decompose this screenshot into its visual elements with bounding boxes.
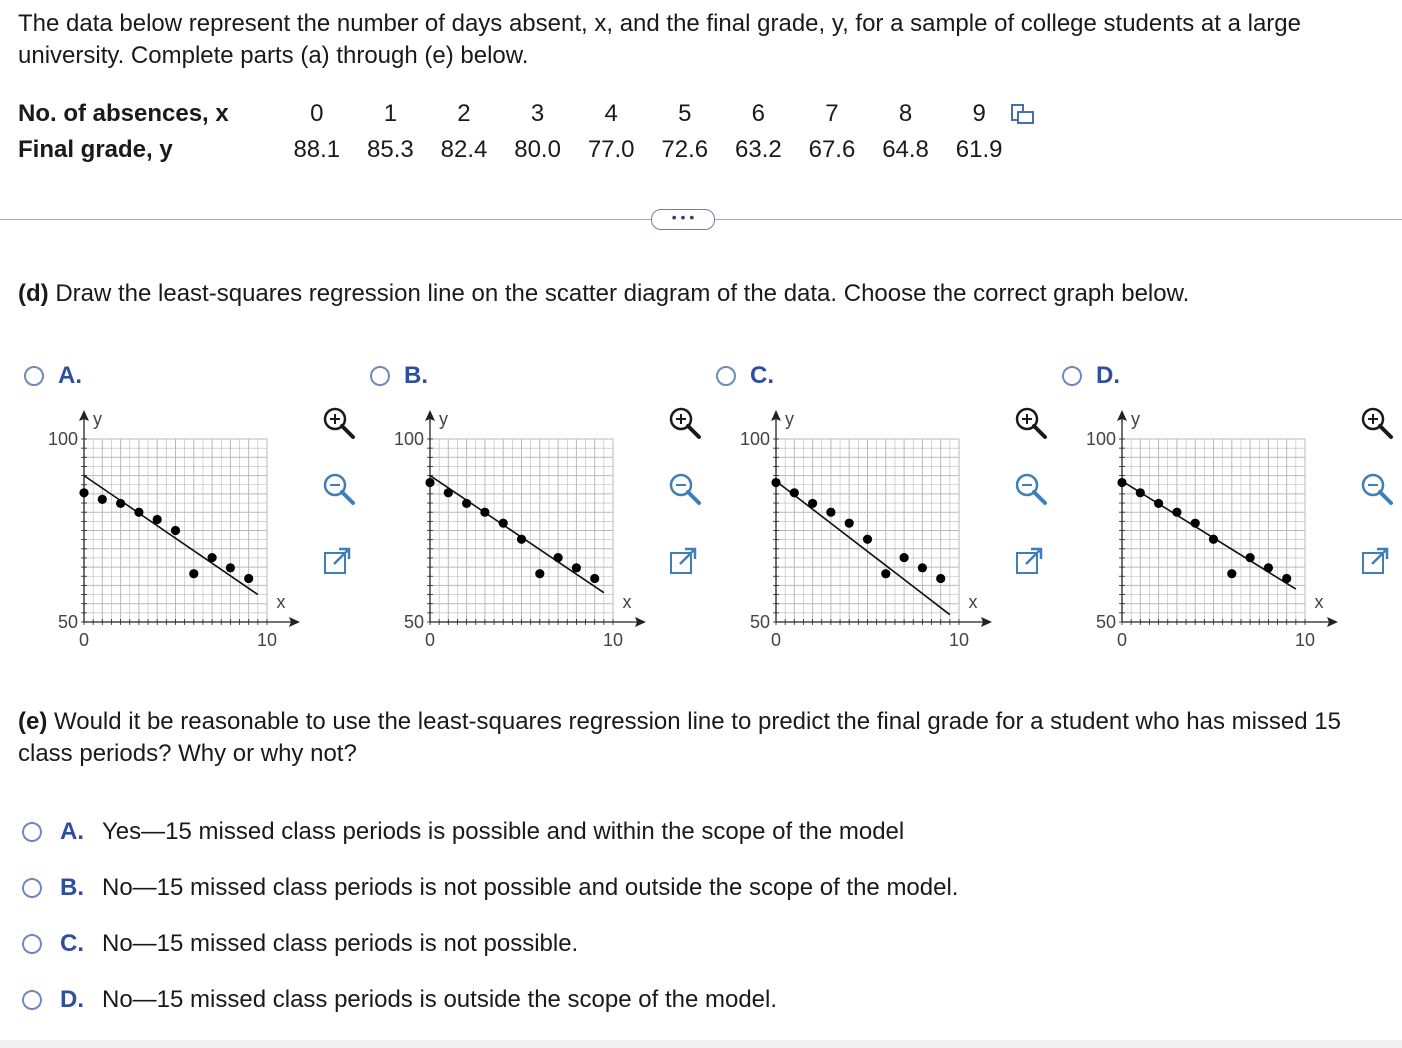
option-letter: A.	[58, 362, 82, 389]
y-tick-label: 50	[57, 612, 78, 632]
data-point	[1117, 478, 1126, 487]
data-point	[808, 499, 817, 508]
x-value: 7	[825, 100, 839, 127]
x-tick-label: 10	[256, 630, 278, 650]
y-value: 82.4	[440, 136, 488, 163]
regression-line	[430, 476, 604, 593]
data-point	[189, 569, 198, 578]
question-e-tag: (e)	[18, 708, 48, 735]
x-tick-label: 0	[78, 630, 90, 650]
data-point	[845, 519, 854, 528]
data-point	[1172, 508, 1181, 517]
row-label-absences: No. of absences, x	[18, 100, 229, 127]
question-d-tag: (d)	[18, 280, 49, 307]
data-point	[134, 508, 143, 517]
option-letter: D.	[1096, 362, 1120, 389]
y-value: 63.2	[735, 136, 782, 163]
show-more-button[interactable]: • • •	[651, 209, 715, 230]
x-tick-label: 10	[602, 630, 624, 650]
y-tick-label: 100	[1085, 429, 1116, 449]
radio-button[interactable]	[1062, 366, 1082, 386]
y-tick-label: 50	[1095, 612, 1116, 632]
option-letter: A.	[60, 818, 84, 845]
data-point	[826, 508, 835, 517]
data-point	[462, 499, 471, 508]
y-tick-label: 100	[47, 429, 78, 449]
zoom-in-icon[interactable]	[1014, 406, 1048, 445]
data-point	[881, 569, 890, 578]
copy-icon[interactable]	[1010, 103, 1036, 132]
x-value: 3	[530, 100, 545, 127]
data-point	[790, 488, 799, 497]
scatter-chart-c	[714, 400, 1004, 660]
y-tick-label: 100	[393, 429, 424, 449]
scatter-chart-b	[368, 400, 658, 660]
expand-icon[interactable]	[1360, 546, 1390, 581]
data-point	[863, 535, 872, 544]
radio-button[interactable]	[370, 366, 390, 386]
radio-button[interactable]	[24, 366, 44, 386]
expand-icon[interactable]	[1014, 546, 1044, 581]
option-header	[370, 362, 428, 390]
y-value: 85.3	[367, 136, 414, 163]
data-point	[444, 488, 453, 497]
y-axis-label: y	[1131, 409, 1140, 429]
y-tick-label: 50	[749, 612, 770, 632]
x-value: 5	[678, 100, 692, 127]
y-tick-label: 50	[403, 612, 424, 632]
data-point	[425, 478, 434, 487]
x-value: 4	[604, 100, 618, 127]
data-point	[171, 526, 180, 535]
graph-option-b[interactable]	[368, 356, 708, 656]
option-letter: C.	[750, 362, 774, 389]
data-point	[226, 563, 235, 572]
x-value: 6	[751, 100, 766, 127]
scatter-chart-d	[1060, 400, 1350, 660]
radio-button[interactable]	[22, 990, 42, 1010]
radio-button[interactable]	[716, 366, 736, 386]
y-value: 72.6	[661, 136, 709, 163]
data-point	[1136, 488, 1145, 497]
regression-line	[1122, 481, 1296, 589]
data-point	[900, 553, 909, 562]
zoom-in-icon[interactable]	[1360, 406, 1394, 445]
data-point	[1191, 519, 1200, 528]
data-point	[208, 553, 217, 562]
y-value: 61.9	[955, 136, 1003, 163]
data-point	[1209, 535, 1218, 544]
table-row	[18, 96, 1016, 132]
answer-text: No—15 missed class periods is not possible.	[102, 930, 579, 957]
data-point	[153, 515, 162, 524]
y-value: 64.8	[882, 136, 929, 163]
data-point	[1227, 569, 1236, 578]
radio-button[interactable]	[22, 822, 42, 842]
zoom-out-icon[interactable]	[668, 472, 702, 511]
table-row	[18, 132, 1016, 168]
option-letter: B.	[60, 874, 84, 901]
y-axis-label: y	[439, 409, 448, 429]
x-tick-label: 10	[1294, 630, 1316, 650]
data-point	[116, 499, 125, 508]
x-axis-label: x	[276, 592, 286, 612]
radio-button[interactable]	[22, 878, 42, 898]
data-point	[936, 574, 945, 583]
x-tick-label: 0	[1116, 630, 1128, 650]
answer-text: Yes—15 missed class periods is possible and within the scope of the model	[102, 818, 905, 845]
y-value: 80.0	[514, 136, 561, 163]
x-tick-label: 10	[948, 630, 970, 650]
data-point	[1282, 574, 1291, 583]
y-axis-label: y	[785, 409, 794, 429]
option-header	[716, 362, 774, 390]
zoom-out-icon[interactable]	[1360, 472, 1394, 511]
answer-option-b[interactable]	[22, 874, 958, 902]
data-point	[572, 563, 581, 572]
y-value: 67.6	[808, 136, 856, 163]
intro-text: The data below represent the number of days absent, x, and the final grade, y, for a sample of college students at a large university. Complete parts (a) through (e) below.	[18, 10, 1301, 69]
question-e-text: Would it be reasonable to use the least-squares regression line to predict the final grade for a student who has missed 15 class periods? Why or why not?	[18, 708, 1341, 767]
x-value: 2	[457, 100, 471, 127]
data-point	[1246, 553, 1255, 562]
question-d	[18, 280, 1189, 308]
radio-button[interactable]	[22, 934, 42, 954]
question-e	[18, 706, 1358, 770]
answer-text: No—15 missed class periods is outside the scope of the model.	[102, 986, 778, 1013]
option-header	[1062, 362, 1120, 390]
x-value: 9	[972, 100, 986, 127]
answer-option-d[interactable]	[22, 986, 777, 1014]
answer-option-c[interactable]	[22, 930, 578, 958]
expand-icon[interactable]	[668, 546, 698, 581]
data-point	[517, 535, 526, 544]
option-header	[24, 362, 82, 390]
data-point	[1154, 499, 1163, 508]
zoom-out-icon[interactable]	[1014, 472, 1048, 511]
option-letter: B.	[404, 362, 428, 389]
data-point	[499, 519, 508, 528]
data-point	[554, 553, 563, 562]
question-d-text: Draw the least-squares regression line on the scatter diagram of the data. Choose the correct graph below.	[48, 280, 1190, 307]
graph-option-a[interactable]	[22, 356, 362, 656]
data-point	[771, 478, 780, 487]
data-point	[590, 574, 599, 583]
data-point	[535, 569, 544, 578]
data-point	[79, 488, 88, 497]
graph-option-c[interactable]	[714, 356, 1054, 656]
scatter-chart-a	[22, 400, 312, 660]
x-axis-label: x	[968, 592, 978, 612]
y-value: 88.1	[293, 136, 341, 163]
answer-option-a[interactable]	[22, 818, 904, 846]
expand-icon[interactable]	[322, 546, 352, 581]
zoom-in-icon[interactable]	[668, 406, 702, 445]
data-point	[480, 508, 489, 517]
answer-text: No—15 missed class periods is not possible and outside the scope of the model.	[102, 874, 959, 901]
x-tick-label: 0	[424, 630, 436, 650]
option-letter: C.	[60, 930, 84, 957]
x-value: 0	[310, 100, 324, 127]
y-axis-label: y	[93, 409, 102, 429]
data-point	[244, 574, 253, 583]
x-axis-label: x	[622, 592, 632, 612]
graph-option-d[interactable]	[1060, 356, 1400, 656]
zoom-in-icon[interactable]	[322, 406, 356, 445]
data-table	[18, 96, 1016, 168]
data-point	[1264, 563, 1273, 572]
data-point	[98, 495, 107, 504]
x-value: 8	[898, 100, 913, 127]
row-label-grade: Final grade, y	[18, 136, 173, 163]
y-value: 77.0	[587, 136, 635, 163]
y-tick-label: 100	[739, 429, 770, 449]
data-point	[918, 563, 927, 572]
x-tick-label: 0	[770, 630, 782, 650]
page-footer-bar	[0, 1040, 1402, 1048]
x-value: 1	[383, 100, 398, 127]
zoom-out-icon[interactable]	[322, 472, 356, 511]
option-letter: D.	[60, 986, 84, 1013]
x-axis-label: x	[1314, 592, 1324, 612]
